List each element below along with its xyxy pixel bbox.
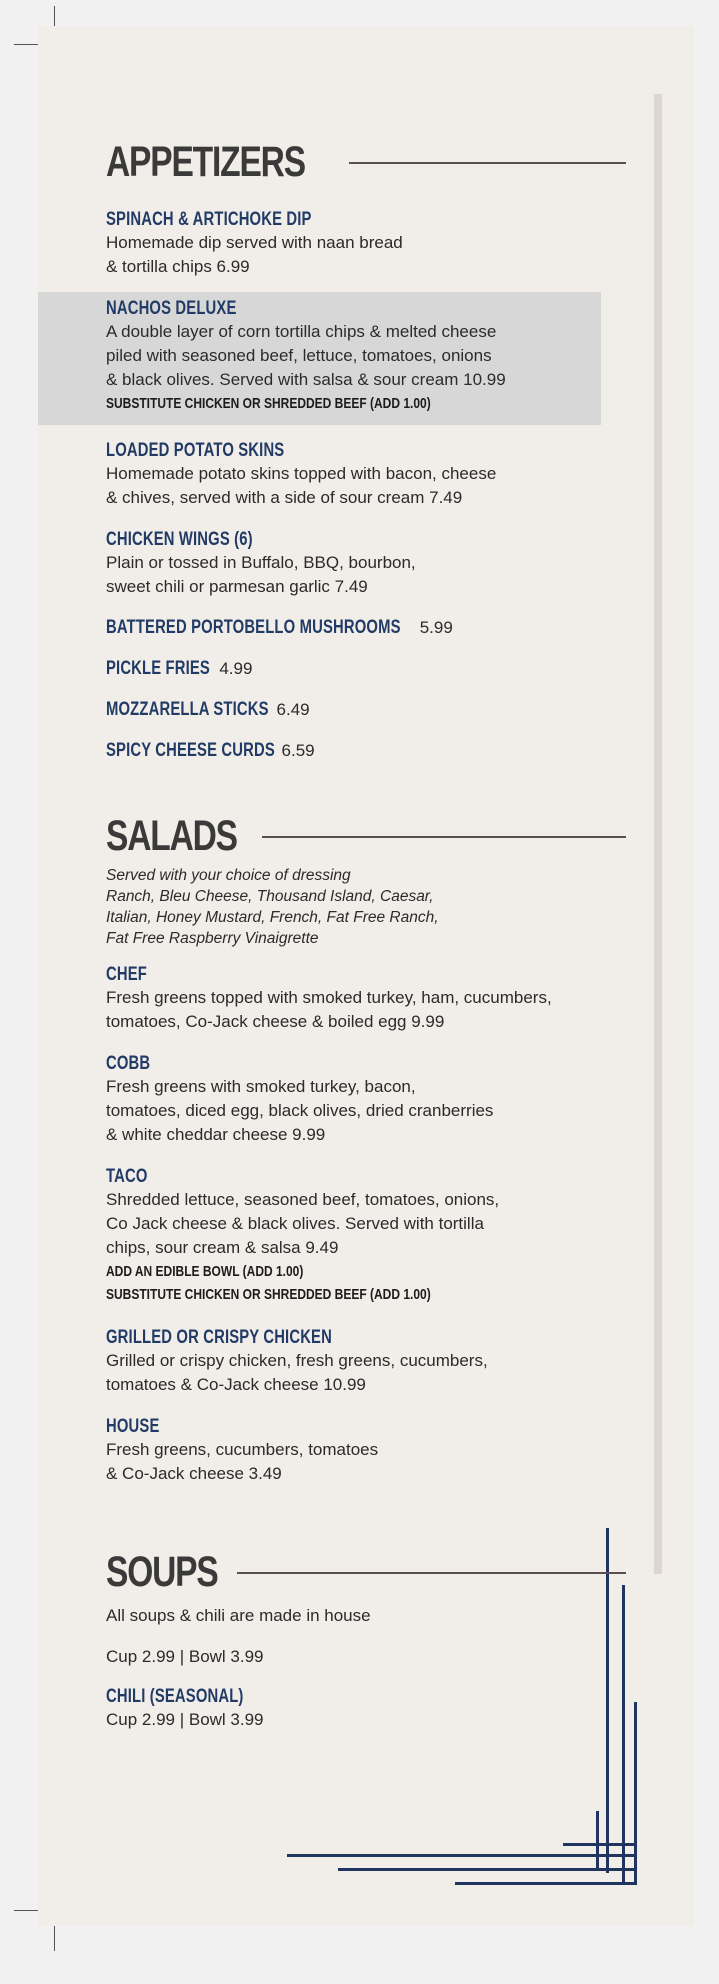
item-name: HOUSE	[106, 1416, 160, 1437]
salads-header	[106, 812, 626, 861]
corner-deco-line	[622, 1585, 625, 1885]
appetizers-header	[106, 138, 626, 187]
soups-header	[106, 1548, 626, 1597]
item-note: SUBSTITUTE CHICKEN OR SHREDDED BEEF (ADD 1.00)	[106, 395, 431, 412]
item-row	[106, 658, 636, 680]
item-description: Fresh greens, cucumbers, tomatoes & Co-Jack cheese 3.49	[106, 1440, 379, 1483]
menu-item	[106, 1327, 636, 1397]
salads-section	[106, 812, 626, 861]
menu-item	[106, 964, 636, 1034]
item-name: CHICKEN WINGS (6)	[106, 529, 253, 550]
corner-deco-line	[563, 1843, 637, 1846]
item-name: GRILLED OR CRISPY CHICKEN	[106, 1327, 332, 1348]
item-name: CHILI (SEASONAL)	[106, 1686, 244, 1707]
item-name: MOZZARELLA STICKS	[106, 699, 269, 720]
dressing-options: Served with your choice of dressing Ranch, Bleu Cheese, Thousand Island, Caesar, Italian, Honey Mustard, French, Fat Free Ranch, Fat Free Raspberry Vinaigrette	[106, 867, 439, 947]
salads-title: SALADS	[106, 812, 237, 860]
item-row	[106, 699, 636, 721]
soup-price: Cup 2.99 | Bowl 3.99	[106, 1647, 264, 1666]
menu-item	[106, 658, 636, 680]
item-description: Grilled or crispy chicken, fresh greens, cucumbers, tomatoes & Co-Jack cheese 10.99	[106, 1351, 488, 1394]
item-description: A double layer of corn tortilla chips & melted cheese piled with seasoned beef, lettuce, tomatoes, onions & black olives. Served with salsa & sour cream 10.99	[106, 322, 506, 389]
menu-item	[106, 740, 636, 762]
appetizers-title: APPETIZERS	[106, 138, 305, 186]
item-name: SPINACH & ARTICHOKE DIP	[106, 209, 312, 230]
corner-deco-line	[455, 1882, 637, 1885]
item-row	[106, 617, 636, 639]
soups-intro	[106, 1604, 636, 1628]
menu-item	[106, 529, 636, 599]
item-name: NACHOS DELUXE	[106, 298, 237, 319]
section-rule	[262, 836, 626, 838]
menu-item	[106, 1416, 636, 1486]
item-note: SUBSTITUTE CHICKEN OR SHREDDED BEEF (ADD 1.00)	[106, 1286, 431, 1303]
item-price: 5.99	[419, 618, 453, 637]
menu-item	[106, 1053, 636, 1147]
menu-item	[106, 1686, 636, 1732]
item-description: Cup 2.99 | Bowl 3.99	[106, 1710, 264, 1729]
menu-item	[106, 209, 636, 279]
item-price: 6.49	[276, 700, 310, 719]
side-rail	[654, 94, 662, 1574]
item-note: ADD AN EDIBLE BOWL (ADD 1.00)	[106, 1263, 304, 1280]
item-description: Fresh greens with smoked turkey, bacon, tomatoes, diced egg, black olives, dried cranberries & white cheddar cheese 9.99	[106, 1077, 494, 1144]
item-description: Shredded lettuce, seasoned beef, tomatoes, onions, Co Jack cheese & black olives. Served with tortilla chips, sour cream & salsa 9.49	[106, 1190, 500, 1257]
item-name: COBB	[106, 1053, 151, 1074]
item-description: Homemade potato skins topped with bacon, cheese & chives, served with a side of sour cream 7.49	[106, 464, 497, 507]
corner-deco-line	[596, 1811, 599, 1869]
item-price: 4.99	[219, 659, 253, 678]
salads-intro	[106, 865, 636, 949]
crop-mark	[54, 1925, 55, 1951]
item-name: TACO	[106, 1166, 148, 1187]
soups-note: All soups & chili are made in house	[106, 1606, 371, 1625]
item-description: Homemade dip served with naan bread & tortilla chips 6.99	[106, 233, 403, 276]
appetizers-section	[106, 138, 626, 187]
corner-deco-line	[287, 1854, 637, 1857]
soups-section	[106, 1548, 626, 1597]
menu-item	[106, 699, 636, 721]
soups-pricing	[106, 1645, 636, 1669]
menu-item	[106, 440, 636, 510]
item-name: LOADED POTATO SKINS	[106, 440, 285, 461]
item-description: Plain or tossed in Buffalo, BBQ, bourbon, sweet chili or parmesan garlic 7.49	[106, 553, 416, 596]
item-price: 6.59	[281, 741, 315, 760]
section-rule	[349, 162, 626, 164]
menu-item	[106, 617, 636, 639]
menu-item	[106, 298, 636, 415]
item-name: SPICY CHEESE CURDS	[106, 740, 275, 761]
menu-item	[106, 1166, 636, 1306]
item-name: BATTERED PORTOBELLO MUSHROOMS	[106, 617, 401, 638]
section-rule	[237, 1572, 626, 1574]
item-name: PICKLE FRIES	[106, 658, 210, 679]
item-name: CHEF	[106, 964, 147, 985]
item-description: Fresh greens topped with smoked turkey, ham, cucumbers, tomatoes, Co-Jack cheese & boiled egg 9.99	[106, 988, 552, 1031]
corner-deco-line	[338, 1868, 637, 1871]
soups-title: SOUPS	[106, 1548, 218, 1596]
item-row	[106, 740, 636, 762]
